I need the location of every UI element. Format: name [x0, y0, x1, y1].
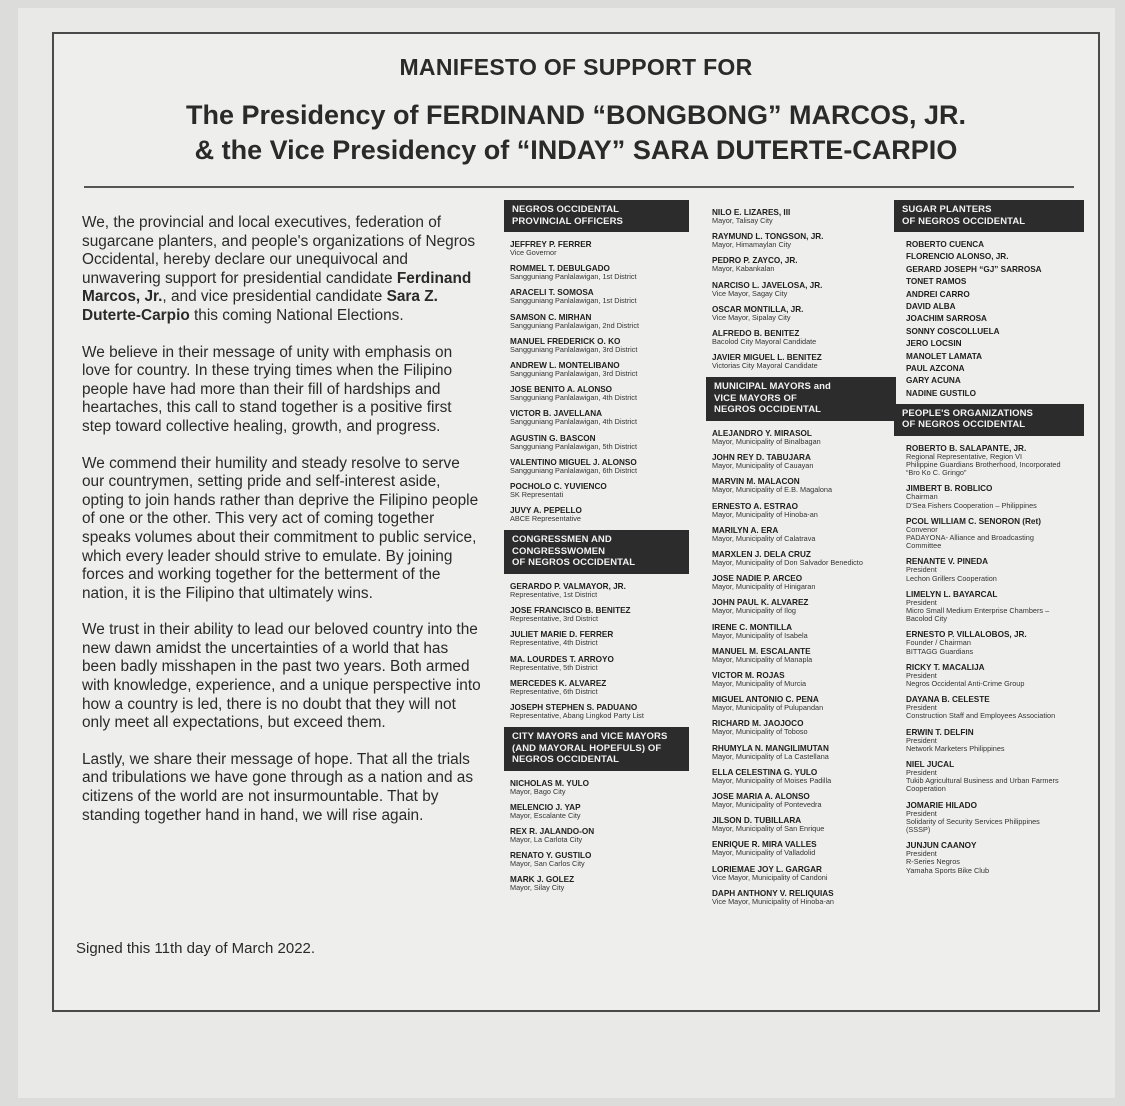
signatory-name: TONET RAMOS [906, 277, 967, 287]
signatory-name: JOACHIM SARROSA [906, 314, 987, 324]
signatory-role: Mayor, Escalante City [510, 810, 581, 820]
signatory-entry [706, 865, 896, 882]
signatory-entry [894, 444, 1084, 478]
signatory-role: Convenor [906, 524, 938, 534]
city-mayors-list-continued [706, 200, 896, 370]
signatory-entry [510, 240, 689, 257]
signatory-name: REX R. JALANDO-ON [510, 827, 595, 837]
signatory-role: Sangguniang Panlalawigan, 6th District [510, 465, 637, 475]
signatory-role: President [906, 808, 937, 818]
signatory-entry [706, 623, 896, 640]
signatory-role: Mayor, Municipality of Don Salvador Benedicto [712, 557, 863, 567]
section-header-city-mayors: CITY MAYORS and VICE MAYORS (AND MAYORAL HOPEFULS) OF NEGROS OCCIDENTAL [504, 727, 689, 771]
signatory-name: JOSE BENITO A. ALONSO [510, 385, 613, 395]
signatory-name: RICHARD M. JAOJOCO [712, 719, 804, 729]
signatory-name: JOMARIE HILADO [906, 800, 977, 810]
signatory-name: ALEJANDRO Y. MIRASOL [712, 428, 812, 438]
signatory-name: GERARDO P. VALMAYOR, JR. [510, 581, 626, 591]
signatory-role: Vice Mayor, Sagay City [712, 288, 788, 298]
signatory-entry [510, 313, 689, 330]
signatory-role: Vice Mayor, Sipalay City [712, 312, 791, 322]
signatory-name: ANDREI CARRO [906, 289, 970, 299]
signatory-name: MANUEL M. ESCALANTE [712, 646, 811, 656]
signatory-role: Mayor, Silay City [510, 883, 565, 893]
provincial-officers-list [504, 240, 689, 523]
signatory-role: Sangguniang Panlalawigan, 2nd District [510, 320, 639, 330]
signatory-role: President [906, 767, 937, 777]
signatory-entry [510, 703, 689, 720]
signatory-entry [894, 517, 1084, 551]
signatory-role: Mayor, La Carlota City [510, 835, 583, 845]
signatory-role: President [906, 849, 937, 859]
signatory-entry [706, 477, 896, 494]
signatory-name: JUVY A. PEPELLO [510, 506, 582, 516]
signatory-name: ARACELI T. SOMOSA [510, 288, 594, 298]
signatory-entry [894, 590, 1084, 624]
signatory-name: JIMBERT B. ROBLICO [906, 484, 993, 494]
signatory-role: Sangguniang Panlalawigan, 4th District [510, 393, 637, 403]
signatory-role: Mayor, Kabankalan [712, 264, 775, 274]
signatory-name: DAVID ALBA [906, 301, 956, 311]
signatory-role: Founder / Chairman [906, 638, 971, 648]
signatory-role: SK Representati [510, 490, 564, 500]
signatory-role: Committee [906, 541, 942, 551]
signatory-entry [706, 429, 896, 446]
signatory-name: VICTOR B. JAVELLANA [510, 409, 603, 419]
signatory-entry [510, 630, 689, 647]
signatory-entry [510, 264, 689, 281]
signatory-entry [894, 265, 1084, 274]
signatory-role: Mayor, Municipality of Manapla [712, 654, 813, 664]
signatory-role: Representative, 1st District [510, 589, 598, 599]
signatory-role: Micro Small Medium Enterprise Chambers – [906, 605, 1050, 615]
signatory-entry [894, 364, 1084, 373]
signatory-name: FLORENCIO ALONSO, JR. [906, 252, 1009, 262]
signatory-role: Bacolod City Mayoral Candidate [712, 337, 817, 347]
signatory-entry [894, 327, 1084, 336]
signatory-name: JOSE FRANCISCO B. BENITEZ [510, 606, 631, 616]
city-mayors-list [504, 779, 689, 893]
signatory-name: ELLA CELESTINA G. YULO [712, 767, 818, 777]
signatory-role: Mayor, Municipality of Calatrava [712, 533, 816, 543]
signatory-name: GERARD JOSEPH “GJ” SARROSA [906, 264, 1042, 274]
signatory-entry [894, 240, 1084, 249]
signatory-role: Vice Mayor, Municipality of Candoni [712, 872, 828, 882]
signatory-entry [706, 792, 896, 809]
signatory-entry [510, 482, 689, 499]
signatory-entry [894, 352, 1084, 361]
signatory-name: MA. LOURDES T. ARROYO [510, 654, 614, 664]
signatory-role: Mayor, Talisay City [712, 216, 773, 225]
signatory-name: PCOL WILLIAM C. SENORON (Ret) [906, 516, 1041, 526]
section-header-peoples-organizations: PEOPLE'S ORGANIZATIONS OF NEGROS OCCIDENTAL [894, 404, 1084, 436]
signatory-entry [706, 208, 896, 225]
signatory-role: Regional Representative, Region VI [906, 451, 1023, 461]
signatory-entry [706, 329, 896, 346]
signatory-name: GARY ACUNA [906, 376, 961, 386]
signatory-name: MARILYN A. ERA [712, 525, 779, 535]
signatory-name: MANUEL FREDERICK O. KO [510, 336, 621, 346]
signatory-entry [510, 779, 689, 796]
signatory-entry [894, 760, 1084, 794]
signatory-role: Sangguniang Panlalawigan, 1st District [510, 296, 637, 306]
signatory-role: Mayor, Municipality of Cauayan [712, 461, 814, 471]
signatory-name: DAPH ANTHONY V. RELIQUIAS [712, 888, 834, 898]
signatory-role: Mayor, Municipality of San Enrique [712, 824, 825, 834]
signatory-role: Mayor, Municipality of Isabela [712, 630, 808, 640]
signatory-role: Representative, 3rd District [510, 614, 599, 624]
signatory-entry [510, 385, 689, 402]
signatory-entry [894, 389, 1084, 398]
signatory-entry [510, 875, 689, 892]
signatory-entry [706, 281, 896, 298]
signatory-entry [894, 376, 1084, 385]
signatory-entry [510, 827, 689, 844]
manifesto-heading: MANIFESTO OF SUPPORT FOR [399, 54, 753, 80]
signatory-name: JUNJUN CAANOY [906, 841, 977, 851]
signatory-name: LORIEMAE JOY L. GARGAR [712, 864, 822, 874]
signatory-name: JOSEPH STEPHEN S. PADUANO [510, 702, 638, 712]
signatory-name: PEDRO P. ZAYCO, JR. [712, 256, 798, 266]
signatory-role: R-Series Negros [906, 857, 960, 867]
municipal-mayors-list [706, 429, 896, 906]
signatory-entry [894, 801, 1084, 835]
signatory-name: NADINE GUSTILO [906, 388, 977, 398]
signatory-name: MANOLET LAMATA [906, 351, 983, 361]
signatory-entry [510, 458, 689, 475]
signatory-name: NARCISO L. JAVELOSA, JR. [712, 280, 823, 290]
signatory-role: Sangguniang Panlalawigan, 3rd District [510, 369, 638, 379]
signatory-role: D'Sea Fishers Cooperation – Philippines [906, 500, 1037, 510]
signatory-entry [706, 502, 896, 519]
signatory-entry [706, 744, 896, 761]
signatory-name: ROBERTO CUENCA [906, 240, 985, 249]
signatory-role: Representative, 4th District [510, 638, 598, 648]
signatory-name: MELENCIO J. YAP [510, 802, 581, 812]
signatory-entry [510, 679, 689, 696]
signatory-role: Mayor, Municipality of Pontevedra [712, 799, 822, 809]
signatory-role: Philippine Guardians Brotherhood, Incorporated [906, 459, 1061, 469]
signatory-entry [706, 305, 896, 322]
signatory-name: NIEL JUCAL [906, 759, 955, 769]
signatory-entry [706, 816, 896, 833]
signatory-entry [706, 453, 896, 470]
signatory-entry [894, 290, 1084, 299]
signatory-name: ROMMEL T. DEBULGADO [510, 264, 610, 274]
signatory-role: Mayor, Municipality of Toboso [712, 727, 808, 737]
signatory-entry [706, 695, 896, 712]
signatory-role: Mayor, Bago City [510, 786, 566, 796]
header-divider [84, 186, 1074, 188]
signatory-name: POCHOLO C. YUVIENCO [510, 482, 607, 492]
manifesto-body [82, 214, 482, 843]
signatory-role: Network Marketers Philippines [906, 743, 1005, 753]
signatory-name: MARXLEN J. DELA CRUZ [712, 549, 811, 559]
signatory-role: Mayor, Municipality of La Castellana [712, 751, 829, 761]
paragraph-2: We believe in their message of unity with emphasis on love for country. In these trying times when the Filipino people have had more than their fill of hardships and heartaches, this call to stand together is a positive first step toward collective healing, growth, and progress. [82, 343, 453, 435]
signatory-entry [510, 337, 689, 354]
signatory-role: Mayor, Municipality of E.B. Magalona [712, 485, 833, 495]
signatory-name: ALFREDO B. BENITEZ [712, 329, 800, 339]
signatory-name: RENANTE V. PINEDA [906, 557, 989, 567]
signatory-name: JOHN REY D. TABUJARA [712, 453, 811, 463]
signatory-role: Mayor, San Carlos City [510, 859, 585, 869]
congressmen-list [504, 582, 689, 720]
signatory-name: MARVIN M. MALACON [712, 477, 800, 487]
signatory-role: Sangguniang Panlalawigan, 5th District [510, 441, 637, 451]
signatory-entry [510, 606, 689, 623]
signatory-name: SAMSON C. MIRHAN [510, 312, 592, 322]
signatory-role: President [906, 597, 937, 607]
signatory-entry [894, 695, 1084, 720]
signatory-name: RHUMYLA N. MANGILIMUTAN [712, 743, 829, 753]
signatory-entry [706, 889, 896, 906]
signatory-name: ERNESTO A. ESTRAO [712, 501, 798, 511]
signatory-name: ROBERTO B. SALAPANTE, JR. [906, 443, 1027, 453]
signatory-role: Mayor, Municipality of Valladolid [712, 848, 816, 858]
signatory-entry [510, 655, 689, 672]
signatory-name: AGUSTIN G. BASCON [510, 433, 596, 443]
signatory-role: Representative, 5th District [510, 662, 598, 672]
signatory-role: “Bro Ko C. Gringo” [906, 468, 967, 478]
signatory-entry [894, 841, 1084, 875]
signatory-entry [510, 582, 689, 599]
signatory-role: Vice Mayor, Municipality of Hinoba-an [712, 896, 834, 906]
signatory-entry [894, 557, 1084, 582]
paragraph-5: Lastly, we share their message of hope. That all the trials and tribulations we have gone through as a nation and as citizens of the world are not insurmountable. That by standing together hand in hand, we will rise again. [82, 750, 474, 824]
signatory-entry [894, 314, 1084, 323]
signatory-name: RAYMUND L. TONGSON, JR. [712, 232, 824, 242]
signatory-name: ANDREW L. MONTELIBANO [510, 361, 620, 371]
signatory-role: Victorias City Mayoral Candidate [712, 361, 818, 371]
section-header-provincial-officers: NEGROS OCCIDENTAL PROVINCIAL OFFICERS [504, 200, 689, 232]
signatory-role: President [906, 670, 937, 680]
signatory-role: Vice Governor [510, 248, 557, 257]
signatory-name: PAUL AZCONA [906, 363, 965, 373]
signatory-entry [706, 550, 896, 567]
section-header-municipal-mayors: MUNICIPAL MAYORS and VICE MAYORS OF NEGROS OCCIDENTAL [706, 377, 896, 421]
signatory-name: LIMELYN L. BAYARCAL [906, 589, 998, 599]
signatory-entry [706, 574, 896, 591]
signatory-role: Mayor, Municipality of Binalbagan [712, 436, 821, 446]
signatory-role: Yamaha Sports Bike Club [906, 865, 990, 875]
signatory-name: ERWIN T. DELFIN [906, 727, 974, 737]
signatory-role: Mayor, Municipality of Moises Padilla [712, 775, 832, 785]
newspaper-page [18, 8, 1115, 1098]
signatory-entry [894, 252, 1084, 261]
signatory-entry [510, 851, 689, 868]
paragraph-3: We commend their humility and steady resolve to serve our countrymen, setting pride and self-interest aside, opting to join hands rather than deprive the Filipino people of one or the other. This very act of coming together speaks volumes about their commitment to public service, which every leader should strive to emulate. By joining forces and working together for the betterment of the nation, it is the Filipino that ultimately wins. [82, 454, 479, 602]
vice-presidency-heading: & the Vice Presidency of “INDAY” SARA DUTERTE-CARPIO [194, 135, 958, 165]
signatory-entry [706, 719, 896, 736]
signatory-entry [510, 409, 689, 426]
signatories-column-1 [504, 200, 689, 900]
signatory-role: Bacolod City [906, 614, 947, 624]
signatory-name: ERNESTO P. VILLALOBOS, JR. [906, 630, 1027, 640]
signatory-role: Sangguniang Panlalawigan, 1st District [510, 272, 637, 282]
signatory-name: OSCAR MONTILLA, JR. [712, 304, 804, 314]
signatory-name: JOHN PAUL K. ALVAREZ [712, 598, 809, 608]
signatory-name: RICKY T. MACALIJA [906, 662, 985, 672]
signatory-role: Tukib Agricultural Business and Urban Farmers [906, 776, 1059, 786]
signatory-name: RENATO Y. GUSTILO [510, 851, 592, 861]
signatory-role: Mayor, Municipality of Hinoba-an [712, 509, 818, 519]
signatory-entry [894, 484, 1084, 509]
signatory-entry [894, 663, 1084, 688]
signatory-role: PADAYONA- Alliance and Broadcasting [906, 532, 1034, 542]
signatory-entry [706, 353, 896, 370]
signatory-entry [706, 526, 896, 543]
signatory-role: Mayor, Municipality of Ilog [712, 606, 796, 616]
signatory-entry [510, 361, 689, 378]
signatory-entry [706, 256, 896, 273]
signatory-name: NICHOLAS M. YULO [510, 778, 589, 788]
signatory-entry [706, 232, 896, 249]
signatory-name: VALENTINO MIGUEL J. ALONSO [510, 457, 637, 467]
signatory-role: Mayor, Municipality of Murcia [712, 678, 807, 688]
signatory-role: Solidarity of Security Services Philippines [906, 816, 1040, 826]
sugar-planters-list [894, 240, 1084, 398]
signatory-name: VICTOR M. ROJAS [712, 670, 785, 680]
signatory-entry [510, 288, 689, 305]
signatory-role: Cooperation [906, 784, 946, 794]
section-header-sugar-planters: SUGAR PLANTERS OF NEGROS OCCIDENTAL [894, 200, 1084, 232]
signatory-name: JEFFREY P. FERRER [510, 240, 592, 249]
signatory-role: Chairman [906, 492, 938, 502]
signatory-entry [706, 840, 896, 857]
signatory-role: President [906, 735, 937, 745]
signatory-name: MARK J. GOLEZ [510, 875, 575, 885]
signatory-role: Mayor, Municipality of Hinigaran [712, 582, 816, 592]
signed-date: Signed this 11th day of March 2022. [76, 940, 316, 957]
signatory-name: MERCEDES K. ALVAREZ [510, 678, 607, 688]
signatory-role: President [906, 703, 937, 713]
paragraph-1: We, the provincial and local executives, federation of sugarcane planters, and people's organizations of Negros Occidental, hereby declare our unequivocal and unwavering support for presidential candidate Ferdinand Marcos, Jr., and vice presidential candidate Sara Z. Duterte-Carpio this coming National Elections. [82, 214, 476, 324]
signatory-entry [510, 434, 689, 451]
signatory-name: JULIET MARIE D. FERRER [510, 630, 614, 640]
section-header-congressmen: CONGRESSMEN AND CONGRESSWOMEN OF NEGROS OCCIDENTAL [504, 530, 689, 574]
signatory-entry [894, 277, 1084, 286]
signatory-name: ENRIQUE R. MIRA VALLES [712, 840, 817, 850]
signatory-entry [706, 671, 896, 688]
paragraph-4: We trust in their ability to lead our beloved country into the new dawn amidst the uncertainties of a world that has been badly misshapen in the past two years. Both armed with knowledge, experience, and a unique perspective into how a country is led, there is no doubt that they will not only meet all expectations, but exceed them. [82, 621, 481, 732]
manifesto-ad-frame [52, 32, 1100, 1012]
signatory-name: MIGUEL ANTONIO C. PENA [712, 695, 819, 705]
signatory-role: Lechon Grillers Cooperation [906, 573, 997, 583]
signatory-role: Representative, 6th District [510, 686, 598, 696]
signatory-entry [510, 803, 689, 820]
signatory-role: (SSSP) [906, 824, 931, 834]
signatory-role: Representative, Abang Lingkod Party List [510, 710, 644, 720]
signatory-entry [510, 506, 689, 523]
signatory-role: President [906, 565, 937, 575]
signatory-entry [894, 728, 1084, 753]
signatory-name: NILO E. LIZARES, III [712, 208, 791, 217]
signatory-role: Mayor, Himamaylan City [712, 240, 792, 250]
signatory-name: JOSE MARIA A. ALONSO [712, 791, 810, 801]
signatory-role: Negros Occidental Anti-Crime Group [906, 678, 1025, 688]
signatory-entry [894, 630, 1084, 655]
signatory-name: JAVIER MIGUEL L. BENITEZ [712, 353, 822, 363]
signatory-role: Mayor, Municipality of Pulupandan [712, 703, 824, 713]
signatory-name: SONNY COSCOLLUELA [906, 326, 1000, 336]
signatory-entry [706, 647, 896, 664]
signatory-role: BITTAGG Guardians [906, 646, 974, 656]
signatory-entry [894, 302, 1084, 311]
signatory-role: ABCE Representative [510, 514, 581, 524]
signatory-name: JERO LOCSIN [906, 339, 962, 349]
presidency-heading: The Presidency of FERDINAND “BONGBONG” MARCOS, JR. [185, 100, 967, 130]
signatory-name: DAYANA B. CELESTE [906, 695, 990, 705]
signatory-name: JOSE NADIE P. ARCEO [712, 574, 803, 584]
signatories-column-3 [894, 200, 1084, 882]
signatories-column-2 [706, 200, 896, 913]
signatory-role: Sangguniang Panlalawigan, 3rd District [510, 344, 638, 354]
signatory-role: Construction Staff and Employees Association [906, 711, 1056, 721]
signatory-role: Sangguniang Panlalawigan, 4th District [510, 417, 637, 427]
peoples-organizations-list [894, 444, 1084, 875]
signatory-name: IRENE C. MONTILLA [712, 622, 793, 632]
signatory-entry [706, 598, 896, 615]
signatory-name: JILSON D. TUBILLARA [712, 816, 802, 826]
signatory-entry [894, 339, 1084, 348]
signatory-entry [706, 768, 896, 785]
